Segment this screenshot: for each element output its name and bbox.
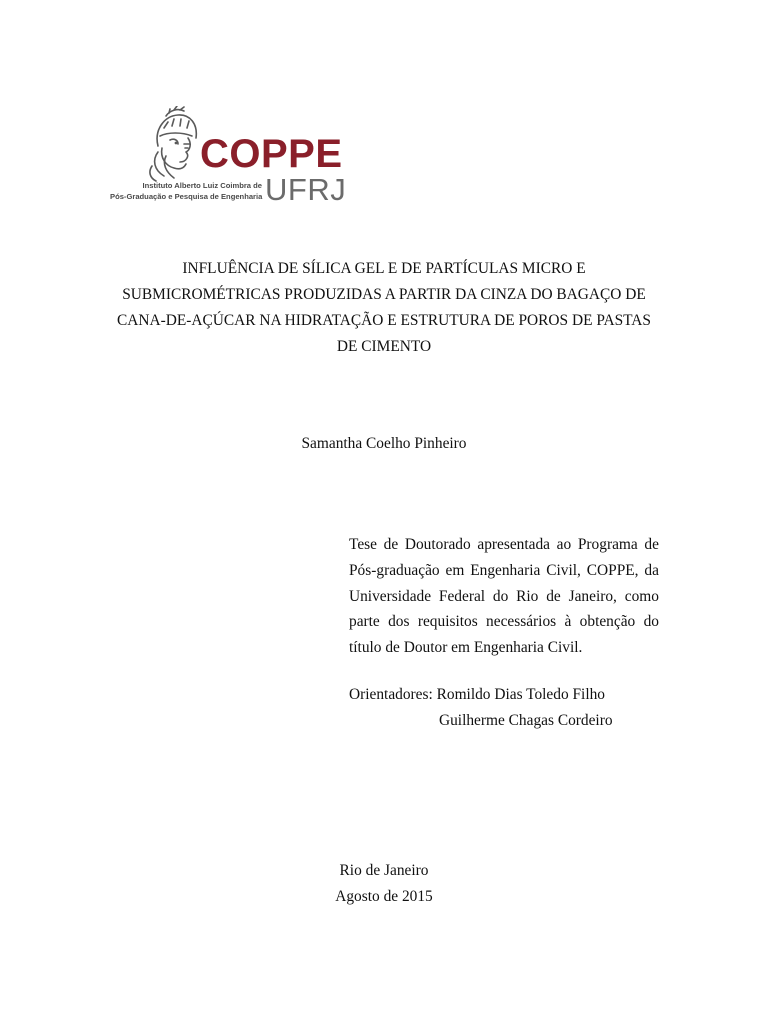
thesis-word: Rio: [516, 587, 539, 605]
institute-line: Pós-Graduação e Pesquisa de Engenharia: [110, 192, 263, 201]
thesis-word: Civil,: [546, 561, 581, 579]
thesis-word: parte: [349, 613, 380, 631]
thesis-word: Programa: [577, 536, 638, 553]
thesis-word: da: [644, 561, 659, 579]
thesis-line: [349, 609, 659, 635]
advisors-line: [349, 682, 605, 707]
thesis-title: [108, 256, 660, 360]
thesis-word: Janeiro,: [568, 587, 617, 605]
coppe-ufrj-logo: [108, 106, 347, 207]
thesis-word: de: [383, 536, 399, 553]
place: Rio de Janeiro: [339, 862, 429, 879]
institute-name: [110, 180, 262, 202]
coppe-wordmark: COPPE: [200, 132, 343, 176]
thesis-word: de: [546, 587, 561, 605]
advisors-label: Orientadores:: [349, 686, 433, 703]
thesis-word: Doutorado: [404, 536, 471, 553]
thesis-word: do: [643, 613, 659, 631]
thesis-word: de: [644, 536, 659, 553]
thesis-word: do: [492, 587, 509, 605]
thesis-description: [349, 532, 659, 661]
title-line: INFLUÊNCIA DE SÍLICA GEL E DE PARTÍCULAS MICRO E: [182, 260, 586, 277]
advisor-name: Romildo Dias Toledo Filho: [436, 686, 605, 703]
ufrj-wordmark: UFRJ: [265, 172, 347, 207]
thesis-word: obtenção: [579, 613, 636, 631]
thesis-word: dos: [388, 613, 410, 631]
thesis-word: em: [445, 561, 465, 579]
thesis-word: apresentada: [477, 536, 550, 553]
thesis-word: Tese: [349, 536, 377, 553]
thesis-word: Pós-graduação: [349, 561, 440, 579]
thesis-line: [349, 584, 659, 610]
title-line: SUBMICROMÉTRICAS PRODUZIDAS A PARTIR DA CINZA DO BAGAÇO DE: [122, 286, 646, 303]
thesis-word: necessários: [486, 613, 557, 631]
advisor-name: Guilherme Chagas Cordeiro: [439, 712, 613, 729]
thesis-word: Universidade: [349, 587, 432, 605]
thesis-word: Federal: [438, 587, 486, 605]
thesis-line: [349, 558, 659, 584]
thesis-word: à: [564, 613, 572, 631]
helmeted-head-emblem-icon: [144, 106, 204, 182]
thesis-word: como: [624, 587, 659, 605]
title-line: CANA-DE-AÇÚCAR NA HIDRATAÇÃO E ESTRUTURA DE POROS DE PASTAS: [117, 312, 651, 329]
thesis-word: ao: [556, 536, 572, 553]
date: Agosto de 2015: [335, 888, 433, 905]
thesis-word: requisitos: [417, 613, 478, 631]
thesis-line: [349, 532, 659, 558]
title-line: DE CIMENTO: [336, 338, 432, 355]
thesis-word: COPPE,: [586, 561, 639, 579]
place-date-block: [0, 858, 768, 910]
author-name: Samantha Coelho Pinheiro: [301, 435, 467, 452]
thesis-word: Engenharia: [470, 561, 541, 579]
institute-line: Instituto Alberto Luiz Coimbra de: [142, 181, 262, 190]
thesis-line: título de Doutor em Engenharia Civil.: [349, 639, 583, 657]
